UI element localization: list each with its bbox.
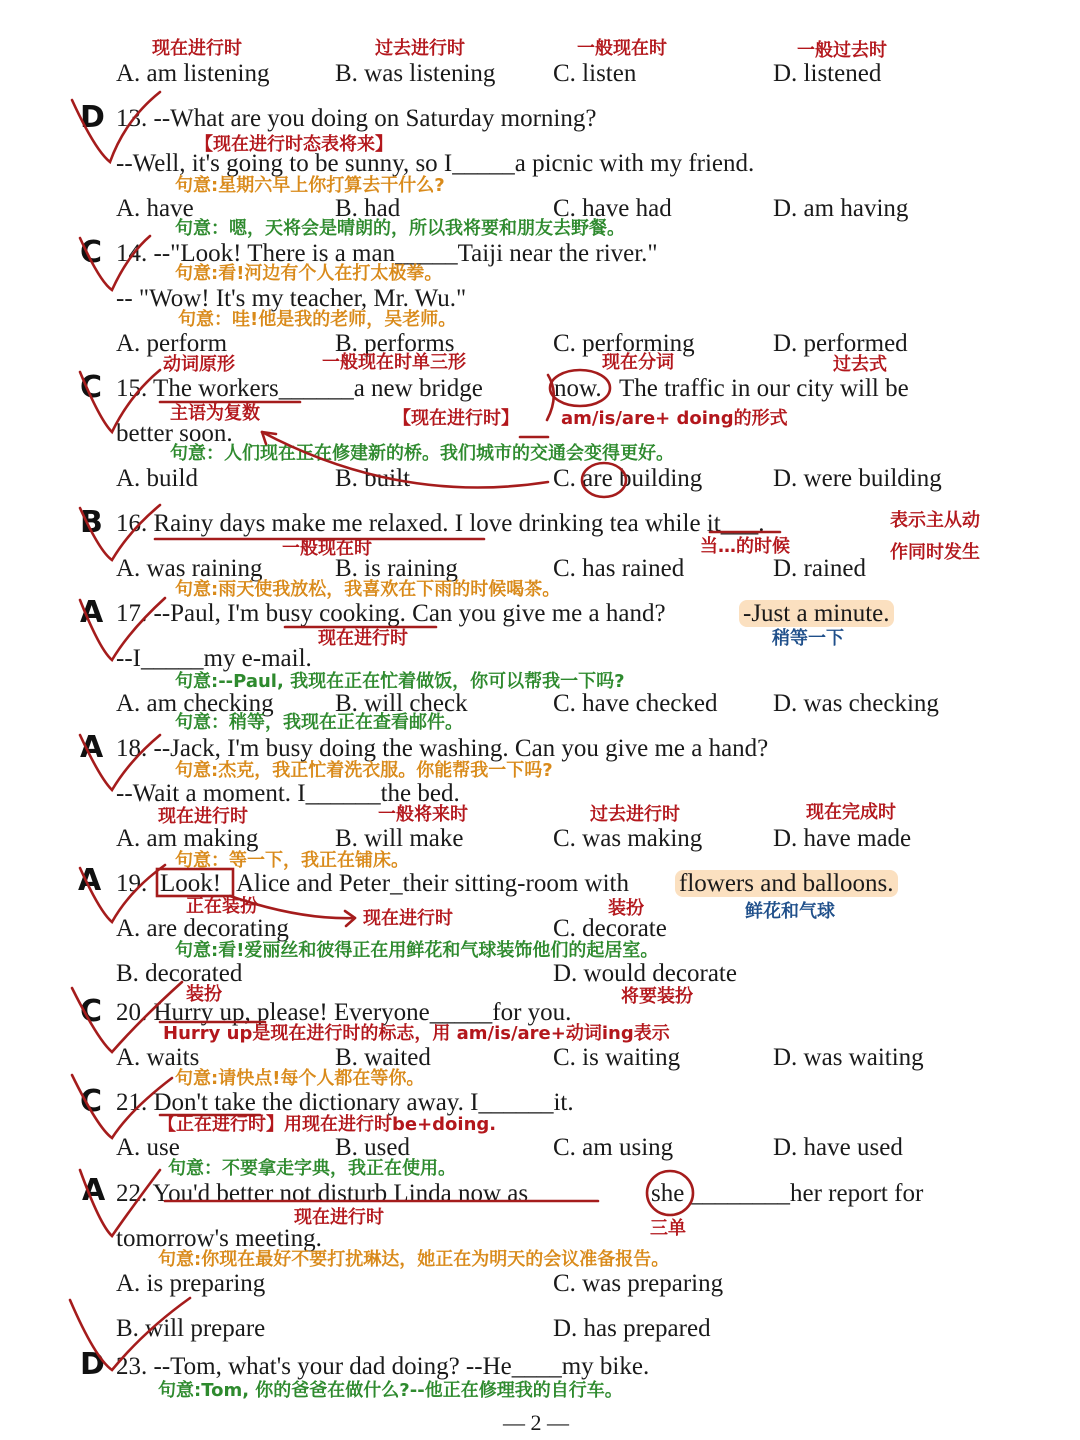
answer-mark: D	[80, 1347, 105, 1382]
note-simple-future: 一般将来时	[378, 804, 468, 825]
note-simple-past: 一般过去时	[797, 40, 887, 61]
translation: 句意：稍等，我现在正在查看邮件。	[175, 712, 463, 733]
translation: 句意：嗯，天将会是晴朗的，所以我将要和朋友去野餐。	[175, 218, 625, 239]
option-a: A. am making	[116, 825, 259, 852]
option-a: A. perform	[116, 330, 228, 357]
option-c: C. listen	[553, 60, 637, 87]
note-side: 作同时发生	[890, 542, 980, 563]
note-third: 三单	[650, 1218, 686, 1239]
option-a: A. are decorating	[116, 915, 289, 942]
highlight-just-a-minute	[739, 601, 894, 626]
answer-mark: C	[80, 235, 103, 270]
note-subject: 主语为复数	[170, 403, 260, 424]
keyword-look: Look!	[160, 870, 222, 897]
note-tense: 【现在进行时态表将来】	[195, 134, 393, 155]
note-rule: 【正在进行时】用现在进行时be+doing.	[158, 1114, 497, 1135]
note-tense: 现在进行时	[363, 908, 453, 929]
question-17-line2: --I_____my e-mail.	[116, 645, 312, 672]
option-d: D. rained	[773, 555, 867, 582]
option-c: C. has rained	[553, 555, 685, 582]
answer-mark: A	[80, 595, 104, 630]
question-22-cont: ________her report for	[690, 1180, 924, 1207]
arrow	[547, 375, 554, 420]
note-simple-present: 一般现在时	[577, 38, 667, 59]
keyword-now: now.	[554, 375, 602, 402]
option-a: A. build	[116, 465, 198, 492]
answer-mark: C	[80, 1084, 103, 1119]
question-14: 14. --"Look! There is a man_____Taiji near the river."	[116, 240, 658, 267]
option-d: D. was waiting	[773, 1044, 924, 1071]
note-present-continuous: 现在进行时	[158, 806, 248, 827]
note-tense: 【现在进行时】	[393, 408, 519, 429]
option-d: D. was checking	[773, 690, 939, 717]
option-b: B. will prepare	[116, 1315, 266, 1342]
highlight-flowers	[675, 871, 898, 896]
note-form: am/is/are+ doing的形式	[561, 408, 788, 429]
question-17: 17. --Paul, I'm busy cooking. Can you give me a hand?	[116, 600, 666, 627]
question-22-line2: tomorrow's meeting.	[116, 1225, 322, 1252]
note-decorating: 正在装扮	[186, 896, 258, 917]
option-c: C. decorate	[553, 915, 667, 942]
option-a: A. use	[116, 1134, 180, 1161]
answer-mark: A	[82, 1173, 106, 1208]
option-d: D. listened	[773, 60, 882, 87]
note-side: 表示主从动	[890, 510, 980, 531]
answer-mark: D	[80, 100, 105, 135]
question-20: 20. Hurry up, please! Everyone_____for you.	[116, 999, 572, 1026]
note-present-continuous: 现在进行时	[152, 38, 242, 59]
option-a: A. am checking	[116, 690, 274, 717]
question-13-line2: --Well, it's going to be sunny, so I_____a picnic with my friend.	[116, 150, 755, 177]
answer-mark: A	[78, 863, 102, 898]
arrow	[345, 911, 355, 926]
option-b: B. used	[335, 1134, 410, 1161]
option-d: D. has prepared	[553, 1315, 711, 1342]
option-b: B. built	[335, 465, 411, 492]
translation: 句意:雨天使我放松，我喜欢在下雨的时候喝茶。	[175, 579, 561, 600]
note-present-perfect: 现在完成时	[806, 802, 896, 823]
question-16: 16. Rainy days make me relaxed. I love drinking tea while it___.	[116, 510, 765, 537]
highlight-text: -Just a minute.	[739, 600, 894, 627]
translation: 句意：哇!他是我的老师，吴老师。	[178, 309, 457, 330]
question-15-cont: The traffic in our city will be	[619, 375, 909, 402]
question-15: 15. The workers______a new bridge	[116, 375, 483, 402]
option-d: D. have used	[773, 1134, 903, 1161]
translation: 句意:杰克，我正忙着洗衣服。你能帮我一下吗?	[175, 760, 553, 781]
note-present: 一般现在时	[282, 538, 372, 559]
option-b: B. had	[335, 195, 401, 222]
translation: 句意:请快点!每个人都在等你。	[175, 1068, 425, 1089]
question-15-line2: better soon.	[116, 420, 233, 447]
note-rule: Hurry up是现在进行时的标志，用 am/is/are+动词ing表示	[163, 1023, 670, 1044]
option-c: C. was making	[553, 825, 703, 852]
option-d: D. were building	[773, 465, 942, 492]
option-d: D. would decorate	[553, 960, 737, 987]
page-number: — 2 —	[503, 1410, 569, 1435]
option-c: C. performing	[553, 330, 695, 357]
answer-mark: C	[80, 994, 103, 1029]
translation: 句意：不要拿走字典，我正在使用。	[168, 1158, 456, 1179]
option-c: C. is waiting	[553, 1044, 681, 1071]
note-while: 当…的时候	[700, 536, 790, 557]
translation: 句意：人们现在正在修建新的桥。我们城市的交通会变得更好。	[170, 443, 674, 464]
note-past-continuous: 过去进行时	[375, 38, 465, 59]
translation: 句意:Tom, 你的爸爸在做什么?--他正在修理我的自行车。	[158, 1380, 623, 1401]
translation: 句意:你现在最好不要打扰琳达，她正在为明天的会议准备报告。	[158, 1249, 670, 1270]
translation: 句意：等一下，我正在铺床。	[175, 850, 409, 871]
question-18-line2: --Wait a moment. I______the bed.	[116, 780, 460, 807]
note-minute: 稍等一下	[772, 628, 844, 649]
option-a: A. waits	[116, 1044, 200, 1071]
question-21: 21. Don't take the dictionary away. I______it.	[116, 1089, 574, 1116]
keyword-she: she	[651, 1180, 685, 1207]
option-d: D. performed	[773, 330, 908, 357]
option-d: D. have made	[773, 825, 912, 852]
option-a: A. was raining	[116, 555, 263, 582]
translation: 句意:看!河边有个人在打太极拳。	[175, 263, 443, 284]
option-c: C. have had	[553, 195, 672, 222]
option-c: C. have checked	[553, 690, 718, 717]
option-b: B. performs	[335, 330, 455, 357]
option-d: D. am having	[773, 195, 909, 222]
note-hurry: 装扮	[186, 984, 222, 1005]
note-present-participle: 现在分词	[602, 352, 674, 373]
note-flowers: 鲜花和气球	[745, 901, 835, 922]
question-23: 23. --Tom, what's your dad doing? --He____my bike.	[116, 1353, 650, 1380]
question-13: 13. --What are you doing on Saturday morning?	[116, 105, 597, 132]
option-b: B. will make	[335, 825, 464, 852]
note-will: 将要装扮	[621, 986, 693, 1007]
translation: 句意:--Paul, 我现在正在忙着做饭，你可以帮我一下吗?	[175, 671, 625, 692]
note-base-form: 动词原形	[163, 354, 235, 375]
note-tense: 现在进行时	[318, 628, 408, 649]
option-b: B. decorated	[116, 960, 243, 987]
question-14-line2: -- "Wow! It's my teacher, Mr. Wu."	[116, 285, 467, 312]
option-b: B. is raining	[335, 555, 458, 582]
question-19: Alice and Peter_their sitting-room with	[236, 870, 629, 897]
option-c: C. are building	[553, 465, 703, 492]
option-a: A. am listening	[116, 60, 270, 87]
answer-mark: A	[80, 730, 104, 765]
question-18: 18. --Jack, I'm busy doing the washing. Can you give me a hand?	[116, 735, 769, 762]
translation: 句意:看!爱丽丝和彼得正在用鲜花和气球装饰他们的起居室。	[175, 940, 659, 961]
option-c: C. am using	[553, 1134, 674, 1161]
option-b: B. was listening	[335, 60, 496, 87]
note-decorate: 装扮	[608, 898, 644, 919]
note-past-continuous: 过去进行时	[590, 804, 680, 825]
option-b: B. will check	[335, 690, 468, 717]
option-a: A. is preparing	[116, 1270, 266, 1297]
option-c: C. was preparing	[553, 1270, 724, 1297]
question-22: 22. You'd better not disturb Linda now as	[116, 1180, 529, 1207]
highlight-text: flowers and balloons.	[675, 870, 898, 897]
note-third-person: 一般现在时单三形	[322, 352, 466, 373]
question-19-number: 19.	[116, 870, 148, 897]
option-a: A. have	[116, 195, 194, 222]
answer-mark: C	[80, 370, 103, 405]
note-past-tense: 过去式	[833, 354, 887, 375]
translation: 句意:星期六早上你打算去干什么?	[175, 175, 445, 196]
answer-mark: B	[80, 505, 103, 540]
option-b: B. waited	[335, 1044, 431, 1071]
note-tense: 现在进行时	[294, 1207, 384, 1228]
